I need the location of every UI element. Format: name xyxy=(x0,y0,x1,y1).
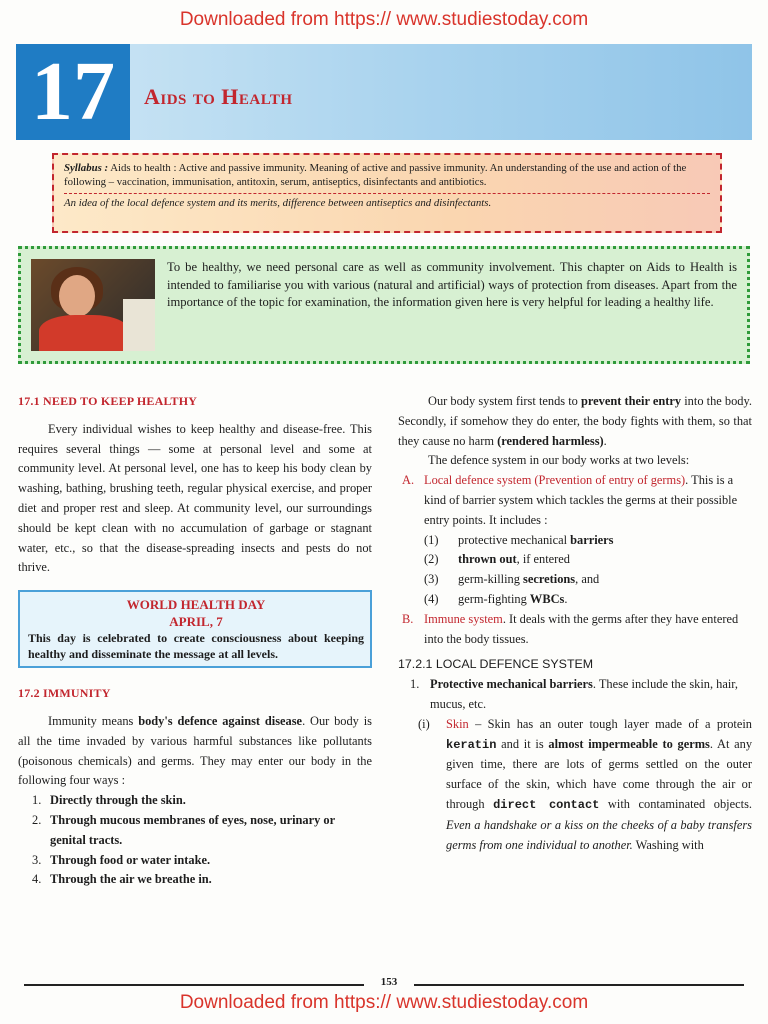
entry-ways-list xyxy=(18,791,372,890)
immune-system-title: Immune system xyxy=(424,611,503,626)
page-number: 153 xyxy=(380,976,398,988)
list-item: 4. Through the air we breathe in. xyxy=(32,872,212,887)
immune-system-item: B. Immune system. It deals with the germs after they have entered into the body tissues. xyxy=(402,611,739,646)
right-column xyxy=(398,392,752,855)
list-item: (2) thrown out, if entered xyxy=(424,552,570,567)
defence-sublist xyxy=(398,531,752,610)
section-heading-17-2-1: 17.2.1 LOCAL DEFENCE SYSTEM xyxy=(398,657,594,672)
list-item: 3. Through food or water intake. xyxy=(32,852,211,867)
list-item: (4) germ-fighting WBCs. xyxy=(424,591,568,606)
intro-photo xyxy=(31,259,155,351)
page-number-bar xyxy=(24,976,744,992)
chapter-header xyxy=(16,44,752,140)
world-health-day-box xyxy=(18,590,372,668)
local-defence-item: A. Local defence system (Prevention of entry of germs). This is a kind of barrier system which tackles the germs at their possible entry points. It includes : xyxy=(402,473,738,527)
download-banner-bottom: Downloaded from https:// www.studiestoday.com xyxy=(179,992,589,1013)
whd-title: WORLD HEALTH DAY xyxy=(126,597,266,613)
intro-box xyxy=(18,246,750,364)
need-healthy-paragraph: Every individual wishes to keep healthy and disease-free. This requires several things — some at personal level and some at community level. At personal level, one has to keep his body clean by washing, bathing, brushing teeth, regular physical exercise, and proper diet and proper rest and sleep. At community level, our surroundings should be kept clean with no accumulation of garbage or stagnant water, etc., so that the disease-spreading insects and pests do not thrive. xyxy=(18,421,372,575)
whd-body: This day is celebrated to create consciousness about keeping healthy and disseminate the message at all levels. xyxy=(28,631,364,662)
syllabus-italic: An idea of the local defence system and its merits, difference between antiseptics and disinfectants. xyxy=(64,193,710,210)
list-item: (1) protective mechanical barriers xyxy=(424,532,614,547)
section-heading-17-2: 17.2 IMMUNITY xyxy=(18,686,111,701)
syllabus-box xyxy=(52,153,722,233)
list-item: 2. Through mucous membranes of eyes, nose, urinary or genital tracts. xyxy=(32,812,335,847)
syllabus-label: Syllabus : xyxy=(64,162,109,174)
immunity-paragraph: Immunity means body's defence against disease. Our body is all the time invaded by various harmful substances like pollutants (poisonous chemicals) and germs. They may enter our body in the following four ways : xyxy=(18,713,372,788)
defence-levels-paragraph: The defence system in our body works at two levels: xyxy=(428,453,690,468)
chapter-number: 17 xyxy=(16,44,130,140)
mechanical-barriers-item: 1. Protective mechanical barriers. These include the skin, hair, mucus, etc. xyxy=(410,677,739,711)
list-item: 1. Directly through the skin. xyxy=(32,793,186,808)
section-heading-17-1: 17.1 NEED TO KEEP HEALTHY xyxy=(18,394,198,408)
list-item: (3) germ-killing secretions, and xyxy=(424,572,600,587)
syllabus-text: Aids to health : Active and passive immunity. Meaning of active and passive immunity. An understanding of the use and action of the following – vaccination, immunisation, antitoxin, serum, antiseptics, disinfectants and antibiotics. xyxy=(64,162,687,188)
skin-item: (i) Skin – Skin has an outer tough layer made of a protein keratin and it is almost impermeable to germs. At any given time, there are lots of germs settled on the outer surface of the skin, which have come through the air or through direct contact with contaminated objects. Even a handshake or a kiss on the cheeks of a baby transfers germs from one individual to another. Washing with xyxy=(418,716,753,852)
chapter-title: Aids to Health xyxy=(144,84,293,109)
whd-date: APRIL, 7 xyxy=(169,614,223,630)
intro-text: To be healthy, we need personal care as well as community involvement. This chapter on Aids to Health is intended to familiarise you with various (natural and artificial) ways of protection from diseases. Apart from the importance of the topic for examination, the information given here is very helpful for leading a healthy life. xyxy=(167,260,737,309)
local-defence-title: Local defence system (Prevention of entry of germs) xyxy=(424,473,686,488)
defence-paragraph: Our body system first tends to prevent their entry into the body. Secondly, if somehow they do enter, the body fights with them, so that they cause no harm (rendered harmless). xyxy=(398,394,752,448)
download-banner-top: Downloaded from https:// www.studiestoday.com xyxy=(179,9,589,30)
left-column xyxy=(18,392,372,890)
